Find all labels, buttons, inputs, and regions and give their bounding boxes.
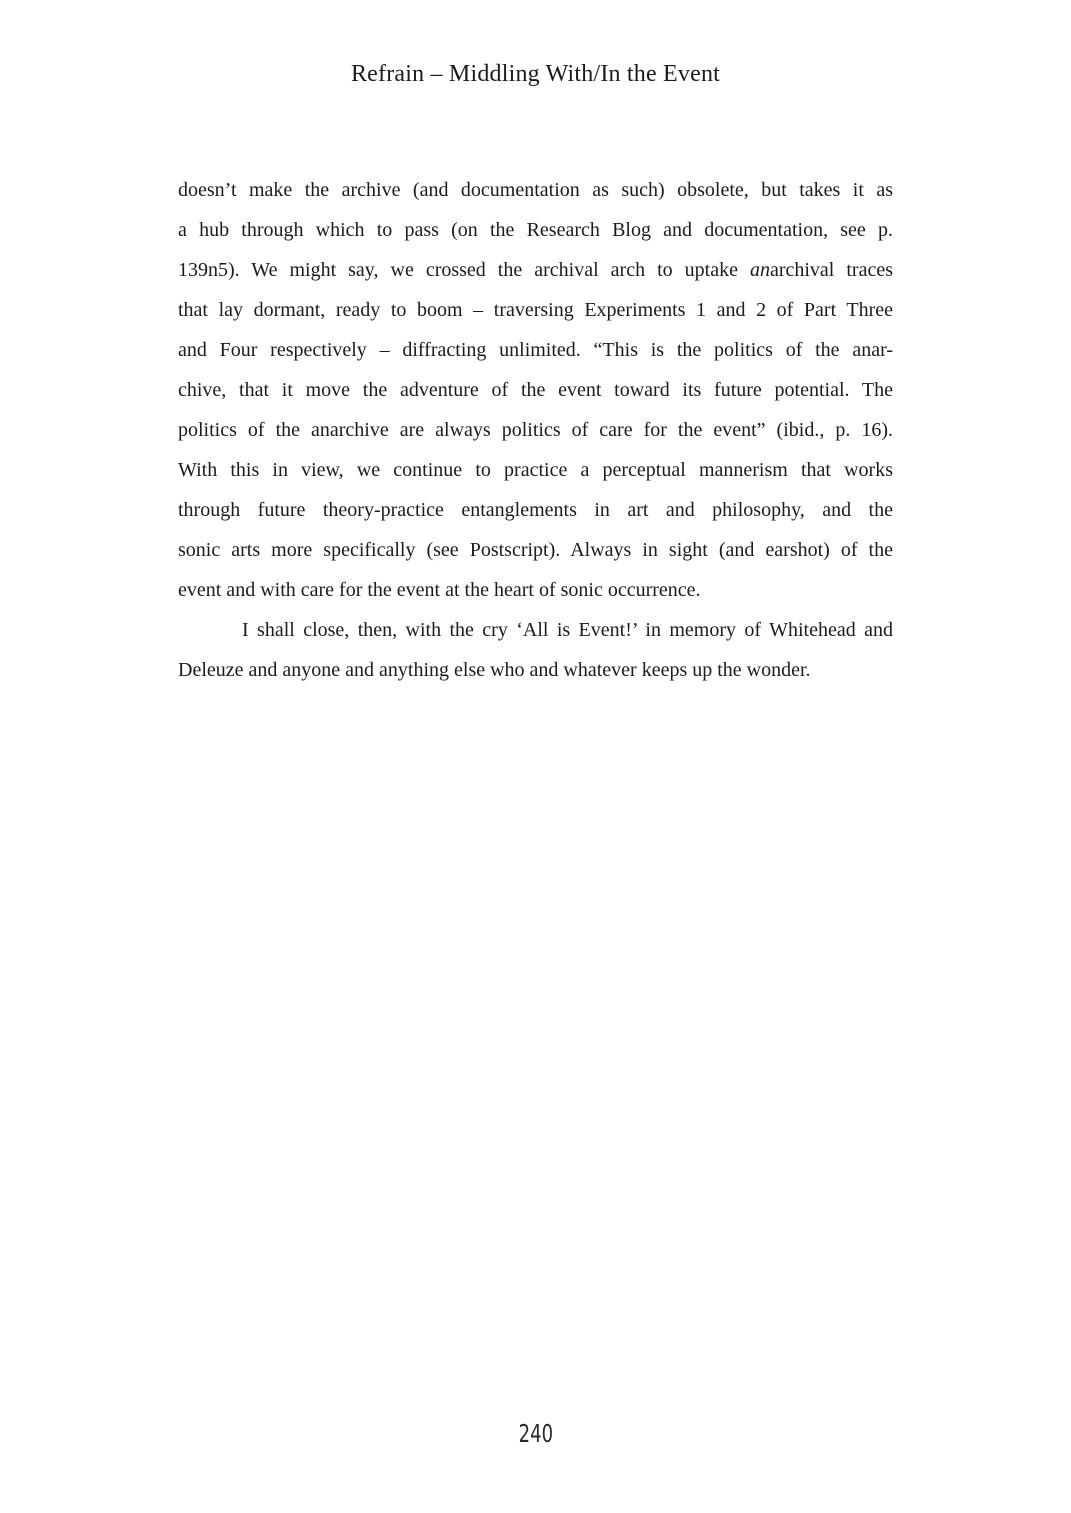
body-line — [178, 170, 893, 210]
body-paragraph — [178, 610, 893, 690]
text-segment: event and with care for the event at the heart of sonic occurrence. — [178, 579, 701, 601]
text-segment: 139n5). We might say, we crossed the archival arch to uptake — [178, 259, 750, 281]
text-segment: Deleuze and anyone and anything else who and whatever keeps up the wonder. — [178, 659, 811, 681]
body-line — [178, 410, 893, 450]
body-line — [178, 210, 893, 250]
page-footer — [0, 1419, 1071, 1449]
text-segment: and Four respectively – diffracting unlimited. “This is the politics of the anar- — [178, 339, 893, 361]
body-line — [178, 610, 893, 650]
body-line — [178, 330, 893, 370]
text-segment: I shall close, then, with the cry ‘All is Event!’ in memory of Whitehead and — [242, 619, 893, 641]
text-segment: sonic arts more specifically (see Postscript). Always in sight (and earshot) of the — [178, 539, 893, 561]
body-line — [178, 370, 893, 410]
body-paragraph — [178, 170, 893, 610]
text-segment: politics of the anarchive are always politics of care for the event” (ibid., p. 16). — [178, 419, 893, 441]
text-segment: through future theory-practice entanglements in art and philosophy, and the — [178, 499, 893, 521]
body-line — [178, 450, 893, 490]
body-line — [178, 290, 893, 330]
text-segment: that lay dormant, ready to boom – traversing Experiments 1 and 2 of Part Three — [178, 299, 893, 321]
body-line — [178, 250, 893, 290]
page-number: 240 — [518, 1419, 553, 1448]
body-line — [178, 650, 893, 690]
text-segment: a hub through which to pass (on the Research Blog and documentation, see p. — [178, 219, 893, 241]
body-line — [178, 570, 893, 610]
body-text-block — [178, 170, 893, 690]
text-segment: chive, that it move the adventure of the event toward its future potential. The — [178, 379, 893, 401]
body-line — [178, 490, 893, 530]
italic-text-segment: an — [749, 259, 770, 281]
page-header-title: Refrain – Middling With/In the Event — [350, 61, 721, 87]
text-segment: archival traces — [769, 259, 893, 281]
body-line — [178, 530, 893, 570]
text-segment: With this in view, we continue to practice a perceptual mannerism that works — [178, 459, 893, 481]
text-segment: doesn’t make the archive (and documentation as such) obsolete, but takes it as — [178, 179, 893, 201]
